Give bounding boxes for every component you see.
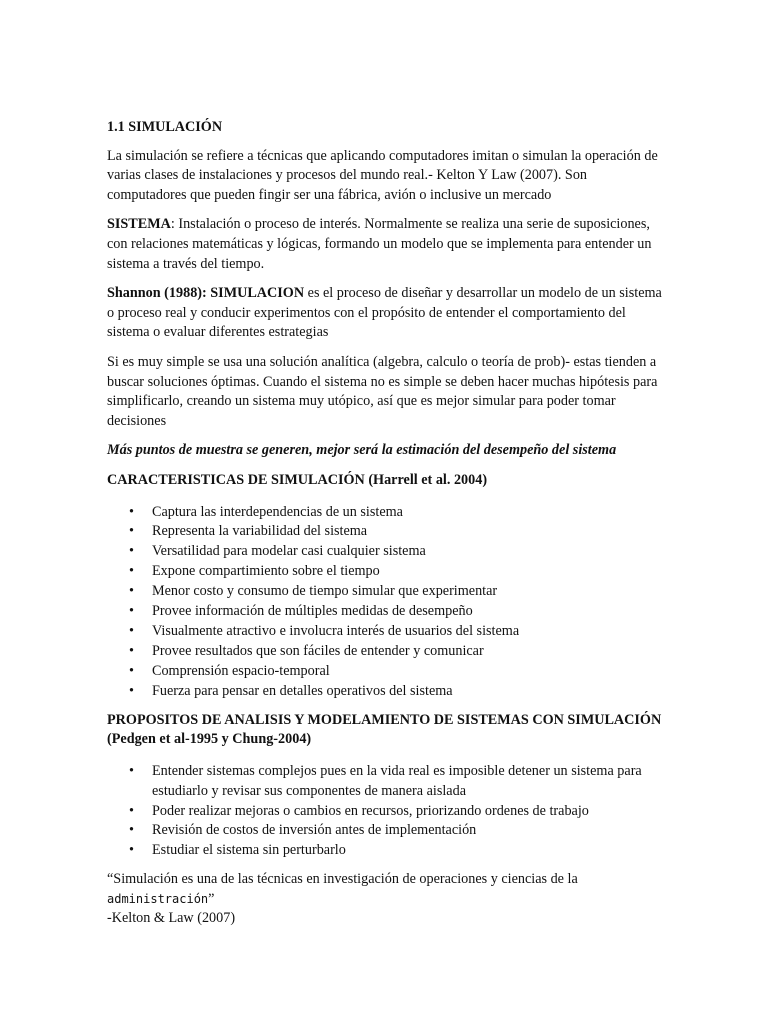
sistema-paragraph	[107, 215, 668, 274]
list-item: • Estudiar el sistema sin perturbarlo	[107, 841, 668, 861]
shannon-term: Shannon (1988): SIMULACION	[107, 285, 305, 302]
list-item: • Revisión de costos de inversión antes de implementación	[107, 821, 668, 841]
list-item: • Fuerza para pensar en detalles operativos del sistema	[107, 682, 668, 702]
quote-paragraph	[107, 870, 668, 929]
propositos-title: PROPOSITOS DE ANALISIS Y MODELAMIENTO DE SISTEMAS CON SIMULACIÓN (Pedgen et al-1995 y Chung-2004)	[107, 711, 662, 748]
list-item: • Entender sistemas complejos pues en la vida real es imposible detener un sistema para estudiarlo y revisar sus componentes de manera aislada	[107, 762, 668, 802]
simple-paragraph: Si es muy simple se usa una solución analítica (algebra, calculo o teoría de prob)- estas tienden a buscar soluciones óptimas. Cuando el sistema no es simple se deben hacer muchas hipótesis para simplificarlo, creando un sistema muy utópico, así que es mejor simular para poder tomar decisiones	[107, 353, 658, 429]
list-item: • Representa la variabilidad del sistema	[107, 522, 668, 542]
sistema-term: SISTEMA	[107, 216, 171, 233]
quote-close: ”	[208, 890, 215, 907]
list-item: • Provee información de múltiples medidas de desempeño	[107, 602, 668, 622]
sistema-definition: : Instalación o proceso de interés. Normalmente se realiza una serie de suposiciones, con relaciones matemáticas y lógicas, formando un modelo que se implementa para entender un sistema a través del tiempo.	[107, 216, 652, 272]
quote-attribution: -Kelton & Law (2007)	[107, 910, 236, 927]
shannon-paragraph	[107, 284, 668, 343]
list-item: • Poder realizar mejoras o cambios en recursos, priorizando ordenes de trabajo	[107, 802, 668, 822]
list-item: • Comprensión espacio-temporal	[107, 662, 668, 682]
list-item: • Provee resultados que son fáciles de entender y comunicar	[107, 642, 668, 662]
caracteristicas-title: CARACTERISTICAS DE SIMULACIÓN (Harrell et al. 2004)	[107, 471, 488, 488]
list-item: • Versatilidad para modelar casi cualquier sistema	[107, 542, 668, 562]
list-item: • Menor costo y consumo de tiempo simular que experimentar	[107, 582, 668, 602]
list-item: • Visualmente atractivo e involucra interés de usuarios del sistema	[107, 622, 668, 642]
caracteristicas-list	[107, 500, 668, 702]
list-item: • Captura las interdependencias de un sistema	[107, 503, 668, 523]
quote-keyword: administración	[107, 891, 209, 906]
emphasis-statement: Más puntos de muestra se generen, mejor será la estimación del desempeño del sistema	[107, 442, 617, 459]
section-title: 1.1 SIMULACIÓN	[107, 119, 223, 135]
quote-text: “Simulación es una de las técnicas en investigación de operaciones y ciencias de la	[107, 871, 578, 888]
shannon-definition: es el proceso de diseñar y desarrollar un modelo de un sistema o proceso real y conducir experimentos con el propósito de entender el comportamiento del sistema o evaluar diferentes estrategias	[107, 285, 662, 341]
list-item: • Expone compartimiento sobre el tiempo	[107, 562, 668, 582]
propositos-list	[107, 759, 668, 862]
intro-paragraph: La simulación se refiere a técnicas que aplicando computadores imitan o simulan la operación de varias clases de instalaciones y procesos del mundo real.- Kelton Y Law (2007). Son computadores que pueden fingir ser una fábrica, avión o inclusive un mercado	[107, 147, 658, 203]
